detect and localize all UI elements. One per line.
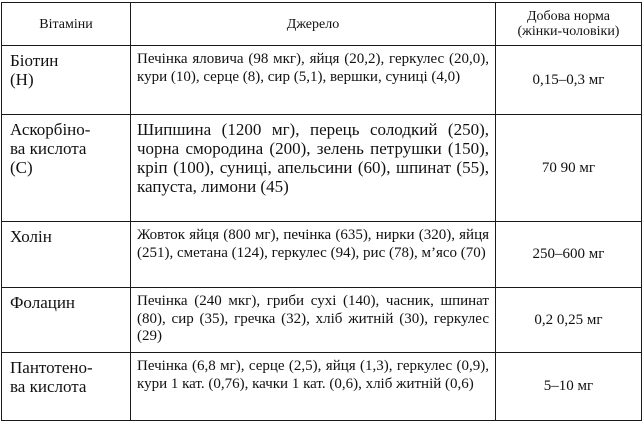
vitamin-norm: 250–600 мг <box>496 222 642 288</box>
vitamin-name: Фолацин <box>10 293 76 312</box>
table-row <box>2 353 642 421</box>
vitamin-source: Шипшина (1200 мг), перець солодкий (250), чорна смородина (200), зелень петрушки (150), кріп (100), суниці, апельсини (60), шпинат (55), капуста, лимони (45) <box>131 115 496 222</box>
table-row <box>2 222 642 288</box>
vitamin-name: Аскорбіно- ва кислота (С) <box>10 120 91 177</box>
vitamin-source: Печінка (6,8 мг), серце (2,5), яйця (1,3), геркулес (0,9), кури 1 кат. (0,76), качки 1 кат. (0,6), хліб житній (0,6) <box>131 353 496 421</box>
vitamin-norm: 5–10 мг <box>496 353 642 421</box>
header-source: Джерело <box>131 3 496 46</box>
header-norm: Добова норма (жінки-чоловіки) <box>496 3 642 46</box>
table-row <box>2 115 642 222</box>
table-row <box>2 46 642 115</box>
header-vitamin: Вітаміни <box>2 3 131 46</box>
table-row <box>2 288 642 353</box>
vitamin-norm: 70 90 мг <box>496 115 642 222</box>
vitamin-source: Печінка (240 мкг), гриби сухі (140), часник, шпинат (80), сир (35), гречка (32), хліб житній (30), геркулес (29) <box>131 288 496 353</box>
vitamin-name: Пантотено- ва кислота <box>10 358 93 396</box>
table-header-row <box>2 3 642 46</box>
vitamin-name: Біотин (Н) <box>10 51 59 89</box>
vitamin-name: Холін <box>10 227 52 246</box>
vitamin-norm: 0,15–0,3 мг <box>496 46 642 115</box>
vitamin-source: Печінка яловича (98 мкг), яйця (20,2), геркулес (20,0), кури (10), серце (8), сир (5,1), вершки, суниці (4,0) <box>131 46 496 115</box>
vitamin-source: Жовток яйця (800 мг), печінка (635), нирки (320), яйця (251), сметана (124), геркулес (94), рис (78), м’ясо (70) <box>131 222 496 288</box>
vitamins-table <box>1 2 642 421</box>
vitamin-norm: 0,2 0,25 мг <box>496 288 642 353</box>
